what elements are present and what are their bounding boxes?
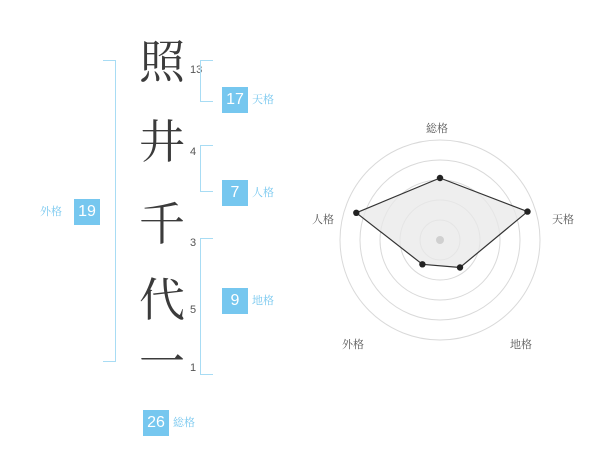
kanji-char-4: 代 (139, 275, 185, 326)
bracket-gaikaku (103, 60, 116, 362)
kanji-char-5: 一 (139, 337, 185, 388)
score-badge-chikaku: 9 (222, 288, 248, 314)
score-badge-soukaku: 26 (143, 410, 169, 436)
stroke-count-1: 13 (190, 64, 203, 76)
radar-axis-label-jinkaku: 人格 (312, 214, 334, 226)
stroke-count-2: 4 (190, 146, 197, 158)
score-badge-gaikaku: 19 (74, 199, 100, 225)
bracket-chikaku (200, 238, 213, 375)
bracket-tenkaku (200, 60, 213, 102)
kanji-char-2: 井 (139, 117, 185, 168)
radar-center-dot (436, 236, 444, 244)
score-label-chikaku: 地格 (252, 295, 274, 307)
stroke-count-5: 1 (190, 362, 197, 374)
radar-data-point (419, 261, 425, 267)
stroke-count-4: 5 (190, 304, 197, 316)
radar-data-point (353, 210, 359, 216)
score-label-gaikaku: 外格 (40, 206, 62, 218)
radar-axis-label-chikaku: 地格 (510, 339, 532, 351)
radar-chart (312, 0, 600, 470)
radar-data-point (457, 264, 463, 270)
score-badge-tenkaku: 17 (222, 87, 248, 113)
score-label-jinkaku: 人格 (252, 187, 274, 199)
radar-axis-label-soukaku: 総格 (426, 123, 448, 135)
score-label-soukaku: 総格 (173, 417, 195, 429)
radar-axis-label-tenkaku: 天格 (552, 214, 574, 226)
radar-axis-label-gaikaku: 外格 (342, 339, 364, 351)
stroke-count-3: 3 (190, 237, 197, 249)
score-label-tenkaku: 天格 (252, 94, 274, 106)
radar-data-point (437, 175, 443, 181)
radar-chart-svg (320, 0, 600, 470)
kanji-char-1: 照 (139, 37, 185, 88)
kanji-char-3: 千 (139, 199, 185, 250)
score-badge-jinkaku: 7 (222, 180, 248, 206)
radar-data-point (524, 208, 530, 214)
bracket-jinkaku (200, 145, 213, 192)
